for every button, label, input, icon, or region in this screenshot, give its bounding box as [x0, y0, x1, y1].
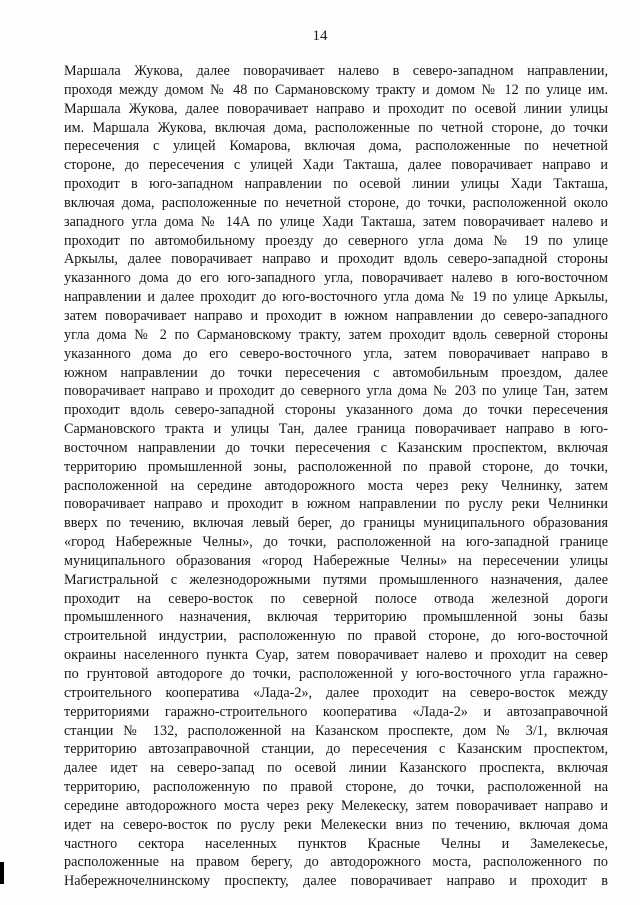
text-line: затем поворачивает направо и проходит в южном направлении до северо-западного	[64, 307, 608, 324]
text-line: включая дома, расположенные по нечетной стороне, до точки, расположенной около	[64, 194, 608, 211]
text-line: территорию, расположенную по правой стороне, до точки, расположенной на	[64, 779, 608, 796]
text-line: угла дома № 2 по Сармановскому тракту, затем проходит вдоль северной стороны	[64, 326, 608, 343]
text-line: промышленного назначения, включая территорию промышленной зоны базы	[64, 609, 608, 626]
text-line: территорию автозаправочной станции, до пересечения с Казанским проспектом,	[64, 741, 608, 758]
text-line: территориями гаражно-строительного кооператива «Лада-2» и автозаправочной	[64, 703, 608, 720]
text-line: поворачивает направо и проходит в южном направлении по руслу реки Челнинки	[64, 496, 608, 513]
text-line: идет на северо-восток по руслу реки Мелекески вниз по течению, включая дома	[64, 816, 608, 833]
text-line: направлении и далее проходит до юго-восточного угла дома № 19 по улице Аркылы,	[64, 289, 608, 306]
page-number: 14	[312, 28, 328, 44]
text-line: Маршала Жукова, далее поворачивает направо и проходит по осевой линии улицы	[64, 100, 608, 117]
body-text	[64, 62, 608, 891]
text-line: окраины населенного пункта Суар, затем поворачивает налево и проходит на север	[64, 647, 608, 664]
text-line: расположенные на правом берегу, до автодорожного моста, расположенного по	[64, 854, 608, 871]
text-line: пересечения с улицей Комарова, включая дома, расположенные по нечетной	[64, 138, 608, 155]
text-line: поворачивает направо и проходит до северного угла дома № 203 по улице Тан, затем	[64, 383, 608, 400]
text-line: Маршала Жукова, далее поворачивает налево в северо-западном направлении,	[64, 63, 608, 79]
text-line: строительного кооператива «Лада-2», далее проходит на северо-восток между	[64, 684, 608, 701]
text-line: стороне, до пересечения с улицей Хади Такташа, далее поворачивает направо и	[64, 157, 608, 174]
text-line: проходит по автомобильному проезду до северного угла дома № 19 по улице	[64, 232, 608, 249]
text-line: восточном направлении до точки пересечения с Казанским проспектом, включая	[64, 439, 608, 456]
text-line: проходя между домом № 48 по Сармановскому тракту и домом № 12 по улице им.	[64, 81, 608, 98]
text-line: им. Маршала Жукова, включая дома, расположенные по четной стороне, до точки	[64, 119, 608, 136]
text-line: расположенной на середине автодорожного моста через реку Челнинку, затем	[64, 477, 608, 494]
text-line: Магистральной с железнодорожными путями промышленного назначения, далее	[64, 571, 608, 588]
text-line: проходит в юго-западном направлении по осевой линии улицы Хади Такташа,	[64, 176, 608, 193]
text-line: вверх по течению, включая левый берег, до границы муниципального образования	[64, 515, 608, 532]
text-line: указанного дома до его юго-западного угла, поворачивает налево в юго-восточном	[64, 270, 608, 287]
text-line: строительной индустрии, расположенную по правой стороне, до юго-восточной	[64, 628, 608, 645]
text-line: Аркылы, далее поворачивает направо и проходит вдоль северо-западной стороны	[64, 251, 608, 268]
text-line: западного угла дома № 14А по улице Хади Такташа, затем поворачивает налево и	[64, 213, 608, 230]
text-line: Сармановского тракта и улицы Тан, далее граница поворачивает направо в юго-	[64, 421, 608, 438]
scan-edge-mark	[0, 862, 4, 884]
text-line: по грунтовой автодороге до точки, расположенной у юго-восточного угла гаражно-	[64, 666, 608, 682]
text-line: станции № 132, расположенной на Казанском проспекте, дом № 3/1, включая	[64, 722, 608, 739]
text-line: «город Набережные Челны», до точки, расположенной на юго-западной границе	[64, 534, 608, 551]
text-line: проходит на северо-восток по северной полосе отвода железной дороги	[64, 590, 608, 607]
text-line: указанного дома до его северо-восточного угла, затем поворачивает направо в	[64, 345, 608, 362]
text-line: южном направлении до точки пересечения с автомобильным проездом, далее	[64, 364, 608, 381]
text-line: частного сектора населенных пунктов Красные Челны и Замелекесье,	[64, 835, 608, 852]
text-line: середине автодорожного моста через реку Мелекеску, затем поворачивает направо и	[64, 797, 608, 814]
text-line: проходит вдоль северо-западной стороны указанного дома до точки пересечения	[64, 402, 608, 419]
text-line: муниципального образования «город Набережные Челны» на пересечении улицы	[64, 552, 608, 569]
text-line: территорию промышленной зоны, расположенной по правой стороне, до точки,	[64, 458, 608, 475]
text-line: далее идет на северо-запад по осевой линии Казанского проспекта, включая	[64, 760, 608, 777]
text-line: Набережночелнинскому проспекту, далее поворачивает направо и проходит в	[64, 873, 608, 890]
